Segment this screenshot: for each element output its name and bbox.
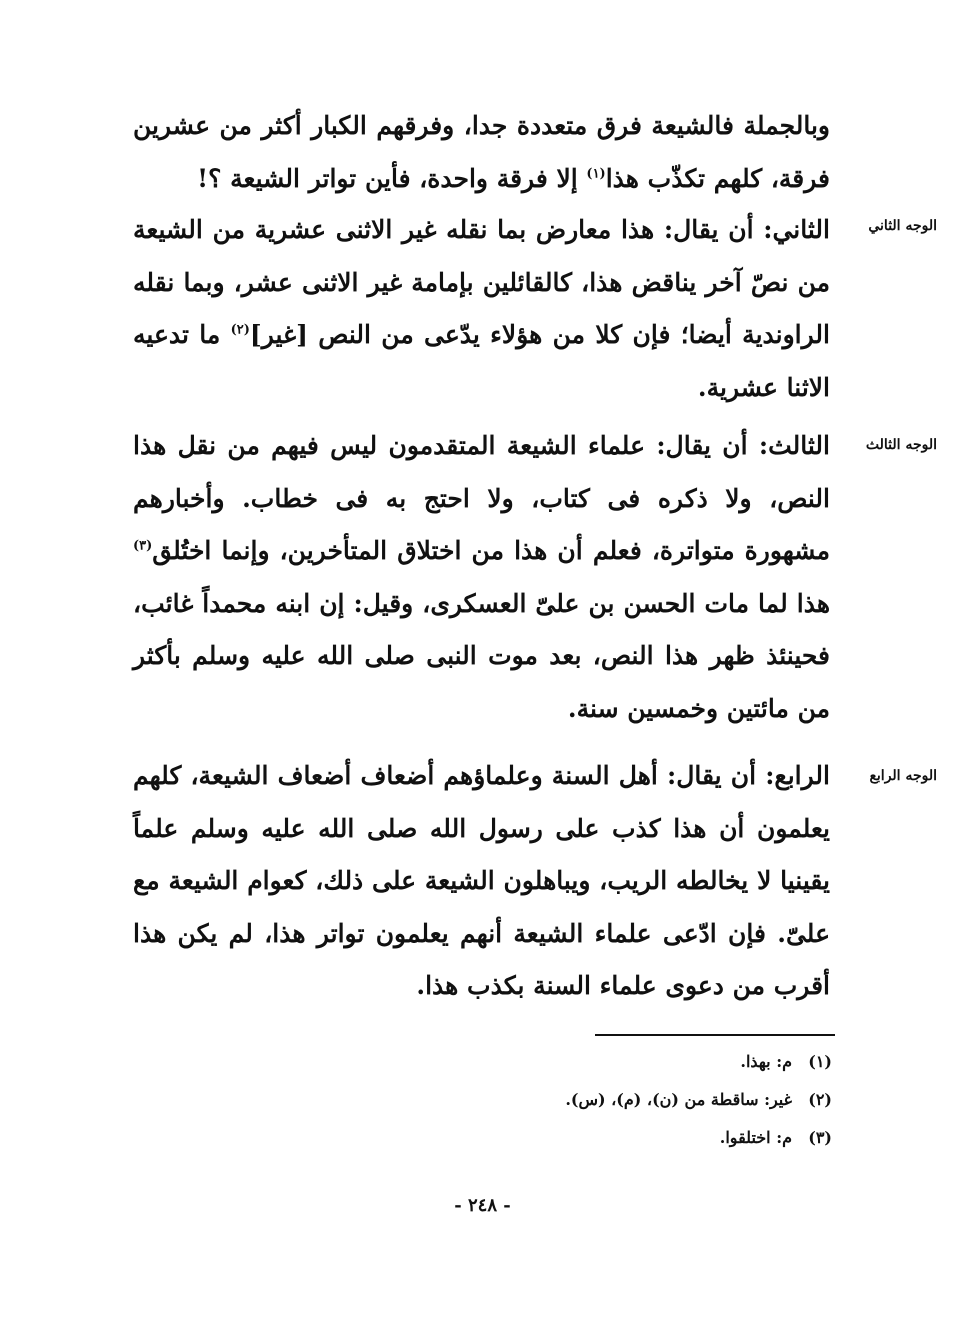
- footnotes: [400, 1043, 832, 1157]
- footnote-text: م: اختلقوا.: [719, 1128, 792, 1147]
- paragraph-text-part: إلا فرقة واحدة، فأين تواتر الشيعة ؟!: [197, 163, 587, 193]
- paragraph-text-part: وبالجملة فالشيعة فرق متعددة جدا، وفرقهم الكبار أكثر من عشرين فرقة، كلهم تكذّب هذا: [133, 111, 830, 193]
- footnote-ref: (٣): [133, 538, 153, 554]
- footnote-ref: (٢): [230, 322, 250, 338]
- paragraph-text-part: ما تدعيه الاثنا عشرية.: [133, 320, 830, 402]
- paragraph-text-part: : أن يقال: هذا معارض بما نقله غير الاثنى عشرية من الشيعة من نصّ آخر يناقض هذا، كالقائلين بإمامة غير الاثنى عشر، وبما نقله الراوندية أيضا؛ فإن كلا من هؤلاء يدّعى من النص [غير]: [133, 215, 830, 349]
- margin-label-fourth: الوجه الرابع: [869, 768, 937, 784]
- footnote-ref: (١): [586, 166, 606, 182]
- footnote-number: (٣): [808, 1128, 832, 1147]
- paragraph-text-part: هذا لما مات الحسن بن علىّ العسكرى، وقيل: إن ابنه محمداً غائب، فحينئذ ظهر هذا النص، بعد موت النبى صلى الله عليه وسلم بأكثر من مائتين وخمسين سنة.: [133, 588, 830, 723]
- paragraph-text: [133, 420, 830, 735]
- paragraph-text: [133, 100, 830, 205]
- footnote-text: غير: ساقطة من (ن)، (م)، (س).: [565, 1090, 792, 1109]
- paragraph-text-part: : أن يقال: أهل السنة وعلماؤهم أضعاف أضعاف الشيعة، كلهم يعلمون أن هذا كذب على رسول الله صلى الله عليه وسلم علماً يقينيا لا يخالطه الريب، ويباهلون الشيعة على ذلك، كعوام الشيعة مع علىّ. فإن ادّعى علماء الشيعة أنهم يعلمون تواتر هذا، لم يكن هذا أقرب من دعوى علماء السنة بكذب هذا.: [133, 761, 830, 1000]
- paragraph-lead-word: الثالث: [768, 431, 830, 460]
- footnote-item: [400, 1081, 832, 1119]
- footnote-item: [400, 1043, 832, 1081]
- margin-label-second: الوجه الثاني: [868, 218, 937, 234]
- paragraph-second-aspect: [133, 204, 830, 414]
- paragraph-intro: [133, 100, 830, 205]
- margin-label-third: الوجه الثالث: [865, 437, 937, 453]
- footnote-item: [400, 1119, 832, 1157]
- footnote-text: م: بهذا.: [740, 1052, 792, 1071]
- paragraph-text: [133, 750, 830, 1013]
- paragraph-lead-word: الرابع: [774, 761, 830, 790]
- footnote-divider: [595, 1034, 835, 1036]
- paragraph-fourth-aspect: [133, 750, 830, 1013]
- paragraph-text-part: : أن يقال: علماء الشيعة المتقدمون ليس فيهم من نقل هذا النص، ولا ذكره فى كتاب، ولا احتج به فى خطاب. وأخبارهم مشهورة متواترة، فعلم أن هذا من اختلاق المتأخرين، وإنما اختُلق: [133, 431, 830, 565]
- paragraph-third-aspect: [133, 420, 830, 735]
- footnote-number: (١): [808, 1052, 832, 1071]
- footnote-number: (٢): [808, 1090, 832, 1109]
- paragraph-lead-word: الثاني: [772, 215, 830, 244]
- paragraph-text: [133, 204, 830, 414]
- page-number: - ٢٤٨ -: [454, 1195, 511, 1216]
